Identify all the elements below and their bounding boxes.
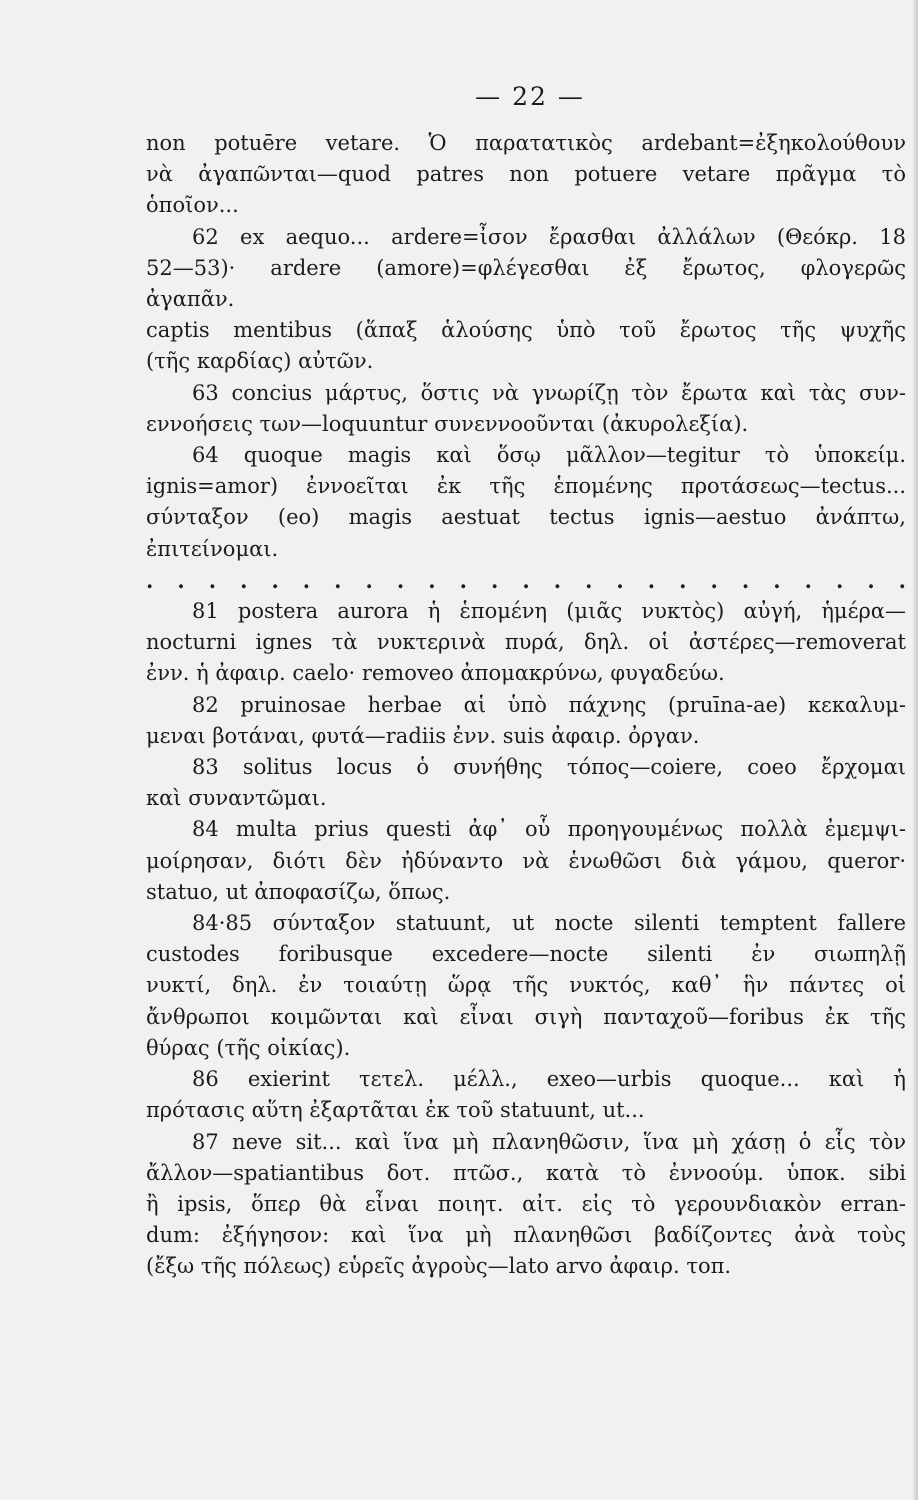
text-line: εννοήσεις των—loquuntur συνεννοοῦνται (ἀκυρολεξία).: [146, 411, 749, 436]
text-line: 84·85 σύνταξον statuunt, ut nocte silenti temptent fallere: [192, 911, 906, 936]
text-line: ὁποῖον...: [146, 193, 239, 218]
text-line: 64 quoque magis καὶ ὅσῳ μᾶλλον—tegitur τὸ ὑποκείμ.: [192, 443, 906, 468]
page-edge-shadow: [912, 0, 918, 1500]
ellipsis-divider: . . . . . . . . . . . . . . . . . . . . . . . . .: [146, 567, 906, 593]
commentary-text: [146, 128, 906, 1283]
text-line: θύρας (τῆς οἰκίας).: [146, 1035, 351, 1060]
text-line: ἄνθρωποι κοιμῶνται καὶ εἶναι σιγὴ πανταχοῦ—foribus ἐκ τῆς: [146, 1004, 906, 1029]
text-line: ἀγαπᾶν.: [146, 287, 235, 312]
text-line: dum: ἐξήγησον: καὶ ἵνα μὴ πλανηθῶσι βαδίζοντες ἀνὰ τοὺς: [146, 1223, 906, 1248]
text-line: (τῆς καρδίας) αὐτῶν.: [146, 349, 374, 374]
text-line: ἐπιτείνομαι.: [146, 536, 279, 561]
text-line: statuo, ut ἀποφασίζω, ὅπως.: [146, 879, 451, 904]
page-number: — 22 —: [475, 82, 585, 111]
text-line: 62 ex aequo... ardere=ἶσον ἔρασθαι ἀλλάλων (Θεόκρ. 18: [192, 224, 906, 249]
text-line: nocturni ignes τὰ νυκτερινὰ πυρά, δηλ. οἱ ἀστέρες—removerat: [146, 630, 906, 655]
text-line: ἐνν. ἡ ἀφαιρ. caelo· removeo ἀπομακρύνω, φυγαδεύω.: [146, 661, 725, 686]
text-line: 63 concius μάρτυς, ὅστις νὰ γνωρίζῃ τὸν ἔρωτα καὶ τὰς συν-: [192, 380, 906, 405]
text-line: 83 solitus locus ὁ συνήθης τόπος—coiere, coeo ἔρχομαι: [192, 755, 906, 780]
text-line: non potuēre vetare. Ὁ παρατατικὸς ardebant=ἐξηκολούθουν: [146, 131, 906, 155]
text-line: 84 multa prius questi ἀφ᾽ οὗ προηγουμένως πολλὰ ἐμεμψι-: [192, 817, 906, 842]
text-line: 86 exierint τετελ. μέλλ., exeo—urbis quoque... καὶ ἡ: [192, 1067, 906, 1092]
text-line: 52—53)· ardere (amore)=φλέγεσθαι ἐξ ἔρωτος, φλογερῶς: [146, 255, 906, 280]
text-line: captis mentibus (ἅπαξ ἁλούσης ὑπὸ τοῦ ἔρωτος τῆς ψυχῆς: [146, 318, 906, 343]
text-line: 87 neve sit... καὶ ἵνα μὴ πλανηθῶσιν, ἵνα μὴ χάσῃ ὁ εἷς τὸν: [192, 1129, 906, 1154]
text-line: ignis=amor) ἐννοεῖται ἐκ τῆς ἑπομένης προτάσεως—tectus...: [146, 474, 906, 499]
text-line: νυκτί, δηλ. ἐν τοιαύτῃ ὥρᾳ τῆς νυκτός, καθ᾽ ἣν πάντες οἱ: [146, 973, 906, 998]
text-line: (ἔξω τῆς πόλεως) εὑρεῖς ἀγροὺς—lato arvo ἀφαιρ. τοπ.: [146, 1254, 732, 1279]
text-line: σύνταξον (eo) magis aestuat tectus ignis—aestuo ἀνάπτω,: [146, 505, 906, 530]
text-line: καὶ συναντῶμαι.: [146, 786, 327, 811]
text-line: 81 postera aurora ἡ ἑπομένη (μιᾶς νυκτὸς) αὐγή, ἡμέρα—: [192, 599, 906, 624]
text-line: custodes foribusque excedere—nocte silenti ἐν σιωπηλῇ: [146, 942, 906, 967]
text-line: πρότασις αὕτη ἐξαρτᾶται ἐκ τοῦ statuunt, ut...: [146, 1098, 645, 1123]
text-line: μεναι βοτάναι, φυτά—radiis ἐνν. suis ἀφαιρ. ὀργαν.: [146, 723, 700, 748]
text-line: ἢ ipsis, ὅπερ θὰ εἶναι ποιητ. αἰτ. εἰς τὸ γερουνδιακὸν erran-: [146, 1191, 906, 1216]
text-line: νὰ ἀγαπῶνται—quod patres non potuere vetare πρᾶγμα τὸ: [146, 162, 906, 187]
text-line: 82 pruinosae herbae αἱ ὑπὸ πάχνης (pruīna-ae) κεκαλυμ-: [192, 692, 906, 717]
text-line: ἄλλον—spatiantibus δοτ. πτῶσ., κατὰ τὸ ἐννοούμ. ὑποκ. sibi: [146, 1160, 906, 1185]
text-line: μοίρησαν, διότι δὲν ἠδύναντο νὰ ἑνωθῶσι διὰ γάμου, queror·: [146, 848, 906, 873]
